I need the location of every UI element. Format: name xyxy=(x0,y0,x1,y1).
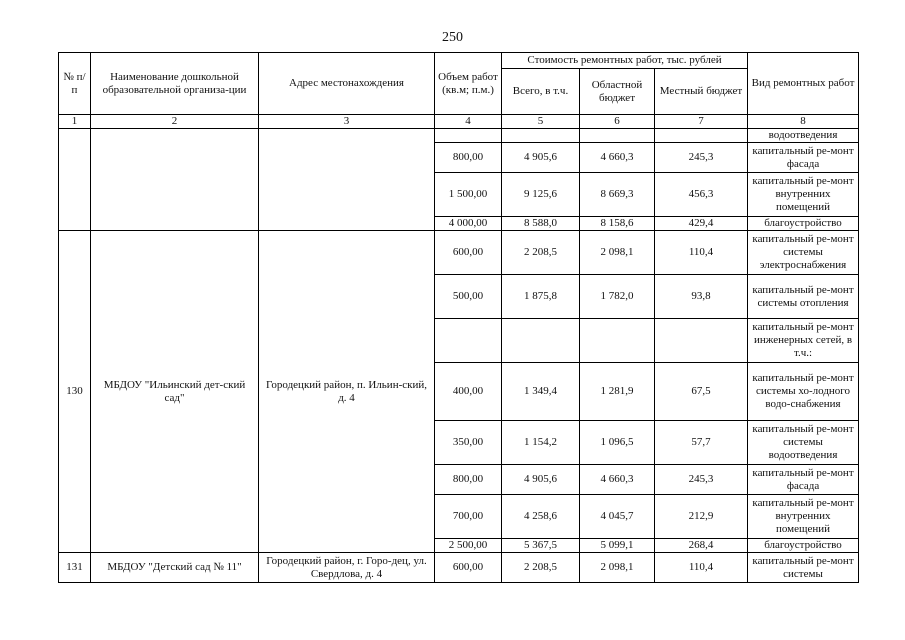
volume-cell: 700,00 xyxy=(435,495,502,539)
index-cell: 7 xyxy=(655,115,748,129)
row-no-cell: 130 xyxy=(59,231,91,553)
volume-cell: 600,00 xyxy=(435,553,502,583)
work-type-cell: капитальный ре-монт внутренних помещений xyxy=(748,495,859,539)
volume-cell: 500,00 xyxy=(435,275,502,319)
local-cell: 429,4 xyxy=(655,217,748,231)
total-cell: 8 588,0 xyxy=(502,217,580,231)
total-cell: 1 154,2 xyxy=(502,421,580,465)
work-type-cell: капитальный ре-монт инженерных сетей, в т.ч.: xyxy=(748,319,859,363)
work-type-cell: капитальный ре-монт системы водоотведения xyxy=(748,421,859,465)
address-cell xyxy=(259,129,435,231)
total-cell: 4 258,6 xyxy=(502,495,580,539)
address-cell: Городецкий район, г. Горо-дец, ул. Свердлова, д. 4 xyxy=(259,553,435,583)
volume-cell: 800,00 xyxy=(435,465,502,495)
work-type-cell: благоустройство xyxy=(748,217,859,231)
regional-cell xyxy=(580,319,655,363)
total-cell: 2 208,5 xyxy=(502,553,580,583)
header-name: Наименование дошкольной образовательной организа-ции xyxy=(91,53,259,115)
local-cell xyxy=(655,129,748,143)
regional-cell: 1 096,5 xyxy=(580,421,655,465)
local-cell: 57,7 xyxy=(655,421,748,465)
index-cell: 8 xyxy=(748,115,859,129)
volume-cell xyxy=(435,129,502,143)
work-type-cell: капитальный ре-монт системы xyxy=(748,553,859,583)
work-type-cell: благоустройство xyxy=(748,539,859,553)
volume-cell: 4 000,00 xyxy=(435,217,502,231)
header-volume: Объем работ (кв.м; п.м.) xyxy=(435,53,502,115)
total-cell: 1 349,4 xyxy=(502,363,580,421)
index-cell: 2 xyxy=(91,115,259,129)
volume-cell: 800,00 xyxy=(435,143,502,173)
regional-cell: 2 098,1 xyxy=(580,231,655,275)
total-cell: 4 905,6 xyxy=(502,465,580,495)
index-cell: 4 xyxy=(435,115,502,129)
header-type: Вид ремонтных работ xyxy=(748,53,859,115)
total-cell: 1 875,8 xyxy=(502,275,580,319)
local-cell: 110,4 xyxy=(655,231,748,275)
work-type-cell: водоотведения xyxy=(748,129,859,143)
volume-cell: 350,00 xyxy=(435,421,502,465)
volume-cell: 1 500,00 xyxy=(435,173,502,217)
regional-cell: 4 045,7 xyxy=(580,495,655,539)
regional-cell: 8 669,3 xyxy=(580,173,655,217)
total-cell xyxy=(502,129,580,143)
total-cell xyxy=(502,319,580,363)
header-address: Адрес местонахождения xyxy=(259,53,435,115)
local-cell: 245,3 xyxy=(655,143,748,173)
page-number: 250 xyxy=(442,30,463,45)
volume-cell xyxy=(435,319,502,363)
header-regional: Областной бюджет xyxy=(580,69,655,115)
index-cell: 6 xyxy=(580,115,655,129)
index-cell: 5 xyxy=(502,115,580,129)
work-type-cell: капитальный ре-монт системы хо-лодного водо-снабжения xyxy=(748,363,859,421)
regional-cell: 1 782,0 xyxy=(580,275,655,319)
header-cost-group: Стоимость ремонтных работ, тыс. рублей xyxy=(502,53,748,69)
work-type-cell: капитальный ре-монт внутренних помещений xyxy=(748,173,859,217)
regional-cell xyxy=(580,129,655,143)
regional-cell: 5 099,1 xyxy=(580,539,655,553)
local-cell: 456,3 xyxy=(655,173,748,217)
row-no-cell xyxy=(59,129,91,231)
work-type-cell: капитальный ре-монт фасада xyxy=(748,143,859,173)
work-type-cell: капитальный ре-монт системы электроснабжения xyxy=(748,231,859,275)
local-cell: 212,9 xyxy=(655,495,748,539)
header-total: Всего, в т.ч. xyxy=(502,69,580,115)
local-cell: 268,4 xyxy=(655,539,748,553)
local-cell: 93,8 xyxy=(655,275,748,319)
row-no-cell: 131 xyxy=(59,553,91,583)
org-name-cell: МБДОУ "Ильинский дет-ский сад" xyxy=(91,231,259,553)
header-local: Местный бюджет xyxy=(655,69,748,115)
regional-cell: 8 158,6 xyxy=(580,217,655,231)
volume-cell: 2 500,00 xyxy=(435,539,502,553)
local-cell: 245,3 xyxy=(655,465,748,495)
table-row xyxy=(59,129,859,143)
total-cell: 9 125,6 xyxy=(502,173,580,217)
header-no: № п/п xyxy=(59,53,91,115)
regional-cell: 1 281,9 xyxy=(580,363,655,421)
org-name-cell: МБДОУ "Детский сад № 11" xyxy=(91,553,259,583)
table-row xyxy=(59,553,859,583)
work-type-cell: капитальный ре-монт системы отопления xyxy=(748,275,859,319)
address-cell: Городецкий район, п. Ильин-ский, д. 4 xyxy=(259,231,435,553)
local-cell: 67,5 xyxy=(655,363,748,421)
total-cell: 2 208,5 xyxy=(502,231,580,275)
local-cell xyxy=(655,319,748,363)
volume-cell: 400,00 xyxy=(435,363,502,421)
volume-cell: 600,00 xyxy=(435,231,502,275)
regional-cell: 4 660,3 xyxy=(580,465,655,495)
repair-cost-table xyxy=(58,52,859,583)
total-cell: 5 367,5 xyxy=(502,539,580,553)
org-name-cell xyxy=(91,129,259,231)
regional-cell: 4 660,3 xyxy=(580,143,655,173)
total-cell: 4 905,6 xyxy=(502,143,580,173)
regional-cell: 2 098,1 xyxy=(580,553,655,583)
table-row xyxy=(59,231,859,275)
local-cell: 110,4 xyxy=(655,553,748,583)
index-cell: 1 xyxy=(59,115,91,129)
index-cell: 3 xyxy=(259,115,435,129)
work-type-cell: капитальный ре-монт фасада xyxy=(748,465,859,495)
